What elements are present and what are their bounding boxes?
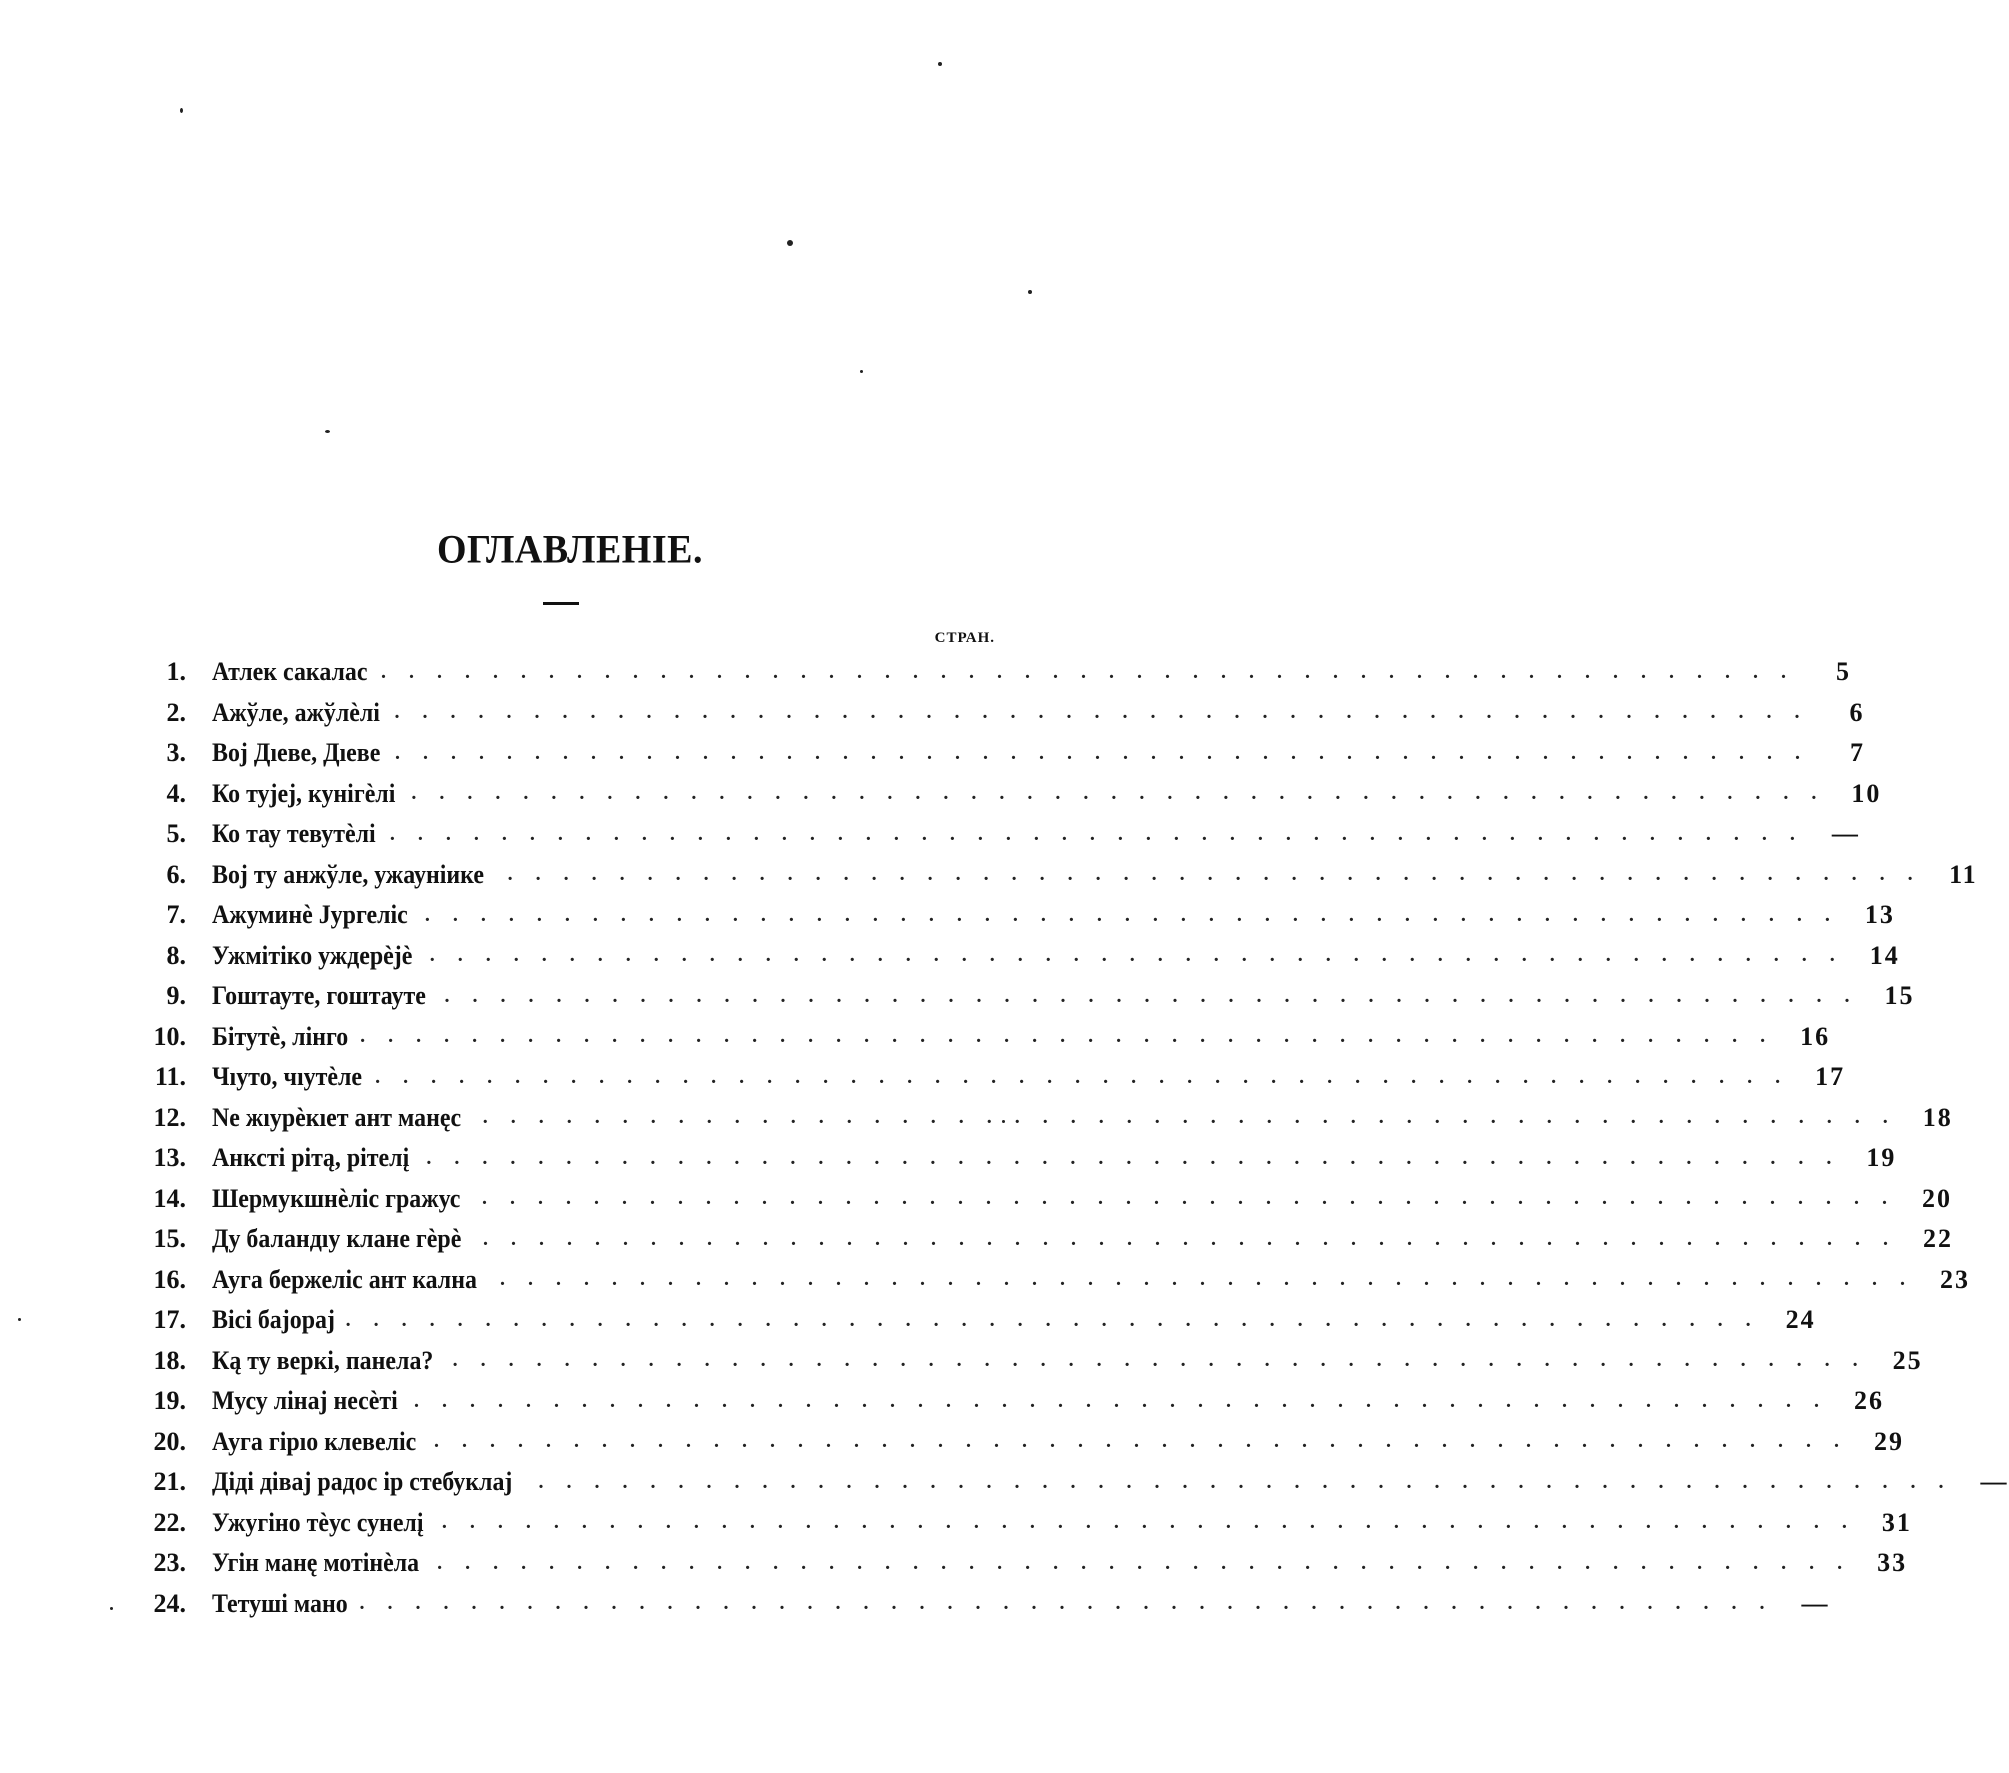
toc-entry-number: 16. [153, 1264, 186, 1294]
dot-leader: . . . . . . . . . . . . . . . . . . . . . . . . . . . . . . . . . . . . . . . . . . . . . . . . . . . [345, 1308, 1760, 1331]
toc-entry [130, 976, 1915, 1017]
scan-speck [325, 430, 330, 433]
toc-entry [130, 1138, 1897, 1179]
dot-leader: . . . . . . . . . . . . . . . . . . . . . . . . . . . . . . . . . . . . . . . . . . . . . . . . . . . [426, 1146, 1841, 1169]
toc-entry [130, 693, 1865, 734]
toc-entry [130, 1057, 1846, 1098]
toc-entry [130, 652, 1852, 693]
toc-entry-title: Діді дівај радос ір стебуклај [212, 1467, 513, 1497]
toc-entry-title: Тетуші мано [212, 1588, 348, 1618]
toc-entry-title: Ду баландıу клане гѐрѐ [212, 1224, 462, 1254]
toc-entry-page-number: 13 [1864, 900, 1895, 930]
toc-entry-number: 15. [153, 1224, 186, 1254]
toc-entry-title: Гоштауте, гоштауте [212, 981, 426, 1011]
toc-entry [130, 1300, 1816, 1341]
toc-entry [130, 1179, 1953, 1220]
toc-entry-number: 17. [153, 1305, 186, 1335]
toc-entry-number: 21. [153, 1467, 186, 1497]
toc-entry-number: 22. [153, 1507, 186, 1537]
toc-entry-title: Ужугіно тѐус сунелį [212, 1507, 424, 1537]
toc-entry-number: 9. [166, 981, 186, 1011]
toc-entry-title: Ко тау тевутѐлі [212, 819, 376, 849]
toc-entry-title: Мусу лінај несѐті [212, 1386, 398, 1416]
toc-entry-title: Шермукшнѐліс гражус [212, 1183, 461, 1213]
toc-entry-number: 6. [166, 859, 186, 889]
dot-leader: . . . . . . . . . . . . . . . . . . . . . . . . . . . . . . . . . . . . . . . . . . . . . . . . . . . [507, 863, 1922, 886]
toc-entry-title: Угін манę мотінѐла [212, 1548, 420, 1578]
title-divider [543, 602, 579, 605]
toc-entry [130, 1584, 1830, 1625]
toc-entry-page-number: 26 [1853, 1386, 1884, 1416]
dot-leader: . . . . . . . . . . . . . . . . . . . . . . . . . . . . . . . . . . . . . . . . . . . . . . . . . . . [424, 903, 1839, 926]
dot-leader: . . . . . . . . . . . . . . . . . . . . . . . . . . . . . . . . . . . . . . . . . . . . . . . . . . . [441, 1511, 1856, 1534]
dot-leader: . . . . . . . . . . . . . . . . . . . . . . . . . . . . . . . . . . . . . . . . . . . . . . . . . . . [434, 1430, 1849, 1453]
toc-entry [130, 1098, 1953, 1139]
toc-entry-number: 12. [153, 1102, 186, 1132]
toc-entry-title: Кą ту веркі, панела? [212, 1345, 434, 1375]
dot-leader: . . . . . . . . . . . . . . . . . . . . . . . . . . . . . . . . . . . . . . . . . . . . . . . . . . . [482, 1106, 1897, 1129]
dot-leader: . . . . . . . . . . . . . . . . . . . . . . . . . . . . . . . . . . . . . . . . . . . . . . . . . . . [394, 741, 1809, 764]
toc-entry-page-number: 22 [1923, 1224, 1953, 1254]
toc-entry [130, 1260, 1970, 1301]
toc-entry-page-number: 33 [1877, 1548, 1908, 1578]
toc-entry [130, 1462, 2009, 1503]
page-column-label: СТРАН. [934, 630, 995, 646]
toc-entry-number: 3. [166, 738, 186, 768]
toc-entry-page-number: 18 [1922, 1102, 1953, 1132]
dot-leader: . . . . . . . . . . . . . . . . . . . . . . . . . . . . . . . . . . . . . . . . . . . . . . . . . . . [411, 782, 1826, 805]
dot-leader: . . . . . . . . . . . . . . . . . . . . . . . . . . . . . . . . . . . . . . . . . . . . . . . . . . . [482, 1187, 1897, 1210]
toc-entry [130, 1341, 1923, 1382]
toc-entry-number: 24. [153, 1588, 186, 1618]
toc-entry-page-number: — [1831, 819, 1860, 849]
dot-leader: . . . . . . . . . . . . . . . . . . . . . . . . . . . . . . . . . . . . . . . . . . . . . . . . . . . [394, 701, 1809, 724]
toc-entry-page-number: 15 [1884, 981, 1915, 1011]
toc-entry-page-number: 20 [1922, 1183, 1953, 1213]
dot-leader: . . . . . . . . . . . . . . . . . . . . . . . . . . . . . . . . . . . . . . . . . . . . . . . . . . . [360, 1025, 1775, 1048]
toc-entry [130, 895, 1895, 936]
toc-entry-page-number: 23 [1939, 1264, 1970, 1294]
toc-entry-title: Ажўле, ажўлѐлі [212, 697, 380, 727]
toc-entry-title: Ауга гірıо клевеліс [212, 1426, 417, 1456]
toc-entry-page-number: 6 [1849, 697, 1865, 727]
toc-entry-number: 5. [166, 819, 186, 849]
toc-entry-title: Ужмітіко уждерѐјѐ [212, 940, 413, 970]
toc-entry-title: Вој ту анжўле, ужауніике [212, 859, 484, 889]
toc-entry-page-number: — [1801, 1588, 1830, 1618]
dot-leader: . . . . . . . . . . . . . . . . . . . . . . . . . . . . . . . . . . . . . . . . . . . . . . . . . . . [375, 1065, 1790, 1088]
toc-entry-title: Ne жıурѐкıет ант манęс [212, 1102, 462, 1132]
scan-speck [110, 1607, 113, 1610]
toc-entry-page-number: 19 [1866, 1143, 1897, 1173]
toc-entry [130, 1543, 1908, 1584]
toc-entry-number: 1. [166, 657, 186, 687]
toc-entry-number: 13. [153, 1143, 186, 1173]
toc-entry-page-number: 5 [1836, 657, 1852, 687]
toc-entry-number: 20. [153, 1426, 186, 1456]
toc-entry-number: 23. [153, 1548, 186, 1578]
toc-entry-page-number: 7 [1849, 738, 1865, 768]
toc-entry-page-number: 16 [1800, 1021, 1831, 1051]
toc-entry [130, 1422, 1905, 1463]
scan-speck [860, 370, 863, 373]
toc-entry-title: Атлек сакалас [212, 657, 368, 687]
toc-entry [130, 774, 1882, 815]
toc-entry-page-number: 29 [1874, 1426, 1905, 1456]
dot-leader: . . . . . . . . . . . . . . . . . . . . . . . . . . . . . . . . . . . . . . . . . . . . . . . . . . . [483, 1227, 1897, 1250]
toc-entry [130, 1381, 1884, 1422]
dot-leader: . . . . . . . . . . . . . . . . . . . . . . . . . . . . . . . . . . . . . . . . . . . . . . . . . . . [413, 1389, 1828, 1412]
toc-entry-page-number: 17 [1815, 1062, 1846, 1092]
dot-leader: . . . . . . . . . . . . . . . . . . . . . . . . . . . . . . . . . . . . . . . . . . . . . . . . . . . [381, 660, 1796, 683]
scan-speck [1028, 290, 1032, 294]
scan-speck [938, 62, 942, 66]
toc-entry-number: 8. [166, 940, 186, 970]
toc-entry [130, 936, 1900, 977]
toc-entry-page-number: 24 [1785, 1305, 1816, 1335]
toc-entry-title: Бітутѐ, лінго [212, 1021, 349, 1051]
toc-entry-number: 10. [153, 1021, 186, 1051]
dot-leader: . . . . . . . . . . . . . . . . . . . . . . . . . . . . . . . . . . . . . . . . . . . . . . . . . . . [538, 1470, 1953, 1493]
page-title: ОГЛАВЛЕНІЕ. [436, 527, 703, 573]
toc-entry [130, 855, 1978, 896]
toc-entry-page-number: 14 [1869, 940, 1900, 970]
dot-leader: . . . . . . . . . . . . . . . . . . . . . . . . . . . . . . . . . . . . . . . . . . . . . . . . . . . [359, 1592, 1774, 1615]
toc-entry [130, 1503, 1912, 1544]
dot-leader: . . . . . . . . . . . . . . . . . . . . . . . . . . . . . . . . . . . . . . . . . . . . . . . . . . . [389, 822, 1804, 845]
toc-entry-number: 4. [166, 778, 186, 808]
toc-entry-title: Вісі бајорај [212, 1305, 335, 1335]
toc-entry-number: 14. [153, 1183, 186, 1213]
toc-entry-number: 19. [153, 1386, 186, 1416]
dot-leader: . . . . . . . . . . . . . . . . . . . . . . . . . . . . . . . . . . . . . . . . . . . . . . . . . . . [437, 1551, 1852, 1574]
toc-entry-number: 11. [154, 1062, 186, 1092]
toc-entry-title: Анксті рітą, рітелį [212, 1143, 410, 1173]
dot-leader: . . . . . . . . . . . . . . . . . . . . . . . . . . . . . . . . . . . . . . . . . . . . . . . . . . . [452, 1349, 1867, 1372]
toc-entry-number: 2. [166, 697, 186, 727]
toc-entry-title: Чıуто, чıутѐле [212, 1062, 363, 1092]
toc-entry [130, 1017, 1831, 1058]
toc-entry [130, 814, 1860, 855]
toc-entry [130, 733, 1865, 774]
toc-entry-title: Ко тујеј, кунiгѐлі [212, 778, 396, 808]
toc-entry-title: Ауга бержеліс ант кална [212, 1264, 477, 1294]
toc-entry-title: Вој Дıеве, Дıеве [212, 738, 381, 768]
toc-entry-page-number: — [1980, 1467, 2009, 1497]
dot-leader: . . . . . . . . . . . . . . . . . . . . . . . . . . . . . . . . . . . . . . . . . . . . . . . . . . . [429, 944, 1844, 967]
toc-entry-page-number: 10 [1851, 778, 1882, 808]
toc-entry-title: Ажуминѐ Јургеліс [212, 900, 408, 930]
scan-speck [18, 1318, 21, 1321]
scan-speck [180, 108, 183, 113]
toc-entry-number: 18. [153, 1345, 186, 1375]
toc-entry-page-number: 25 [1892, 1345, 1923, 1375]
table-of-contents [130, 652, 2009, 1624]
dot-leader: . . . . . . . . . . . . . . . . . . . . . . . . . . . . . . . . . . . . . . . . . . . . . . . . . . . [499, 1268, 1914, 1291]
toc-entry [130, 1219, 1953, 1260]
toc-entry-number: 7. [166, 900, 186, 930]
toc-entry-page-number: 31 [1881, 1507, 1912, 1537]
dot-leader: . . . . . . . . . . . . . . . . . . . . . . . . . . . . . . . . . . . . . . . . . . . . . . . . . . . [444, 984, 1859, 1007]
scan-speck [787, 240, 793, 246]
toc-entry-page-number: 11 [1949, 859, 1978, 889]
